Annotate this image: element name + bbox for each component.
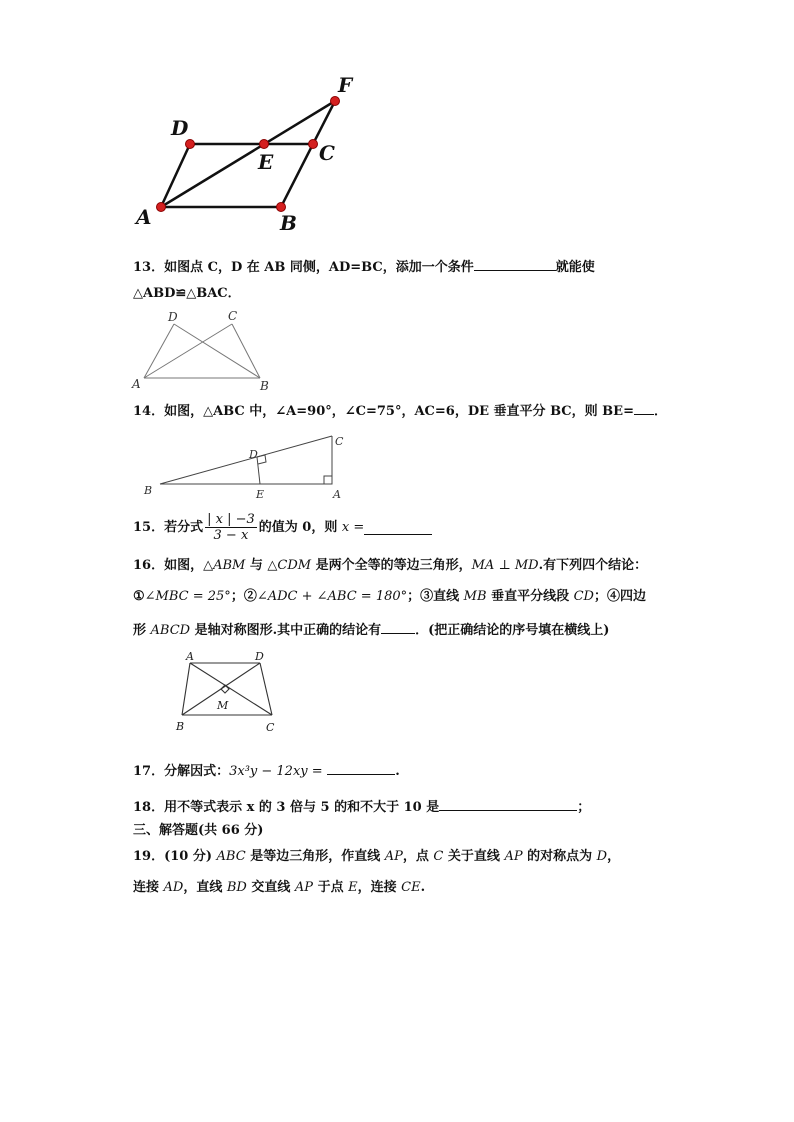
q19-line2: 连接 AD，直线 BD 交直线 AP 于点 E，连接 CE.	[133, 880, 426, 895]
q16-label-m: M	[217, 699, 229, 712]
point-e	[260, 140, 269, 149]
q16-label-c: C	[266, 721, 275, 734]
label-e: E	[258, 150, 274, 174]
q14-label-e: E	[256, 488, 265, 501]
q14-label-d: D	[249, 448, 258, 461]
label-d: D	[171, 116, 189, 140]
q16-label-b: B	[176, 720, 185, 733]
q13-line1: 13．如图点 C，D 在 AB 同侧，AD=BC，添加一个条件 就能使	[133, 256, 595, 277]
q13-label-b: B	[260, 379, 269, 393]
q14-label-a: A	[333, 488, 341, 501]
q13-label-c: C	[228, 309, 238, 323]
q15-line: 15．若分式 $\frac{| x | -3}{3 - x}$ 的值为 0，则 x =	[133, 509, 432, 547]
q17-answer-blank[interactable]	[327, 760, 395, 775]
q14-line: 14．如图，△ABC 中，∠A=90°，∠C=75°，AC=6，DE 垂直平分 BC，则 BE= ．	[133, 400, 667, 421]
figure-q16	[172, 648, 284, 736]
q19-line1: 19．(10 分) ABC 是等边三角形，作直线 AP，点 C 关于直线 AP 的对称点为 D，	[133, 849, 621, 864]
figure-q13	[130, 308, 275, 394]
point-c	[309, 140, 318, 149]
q15-fraction: $\frac{| x | -3}{3 - x}$	[207, 512, 255, 543]
q15-answer-blank[interactable]	[364, 520, 432, 535]
point-a	[157, 203, 166, 212]
q18-line: 18．用不等式表示 x 的 3 倍与 5 的和不大于 10 是 ；	[133, 796, 590, 817]
label-c: C	[319, 141, 335, 165]
q16-answer-blank[interactable]	[381, 619, 415, 634]
figure-q14	[138, 430, 358, 506]
q16-line1: 16．如图，△ABM 与 △CDM 是两个全等的等边三角形，MA ⊥ MD.有下列四个结论：	[133, 558, 648, 573]
q14-label-c: C	[335, 435, 344, 448]
q17-line: 17．分解因式：3x³y − 12xy = .	[133, 760, 400, 781]
figure-parallelogram-abcd	[130, 70, 370, 240]
q18-answer-blank[interactable]	[439, 796, 577, 811]
q13-answer-blank[interactable]	[474, 256, 556, 271]
point-d	[186, 140, 195, 149]
label-b: B	[280, 211, 297, 235]
label-f: F	[338, 73, 353, 97]
q14-label-b: B	[144, 484, 153, 497]
q13-label-a: A	[132, 377, 141, 391]
q14-answer-blank[interactable]	[634, 400, 654, 415]
q13-line2: △ABD≌△BAC．	[133, 286, 241, 301]
q16-line2: ①∠MBC = 25°；②∠ADC + ∠ABC = 180°；③直线 MB 垂直平分线段 CD；④四边	[133, 589, 646, 604]
point-f	[331, 97, 340, 106]
section3-title: 三、解答题(共 66 分)	[133, 823, 264, 838]
q16-label-a: A	[186, 650, 194, 663]
q16-line3: 形 ABCD 是轴对称图形.其中正确的结论有 ．(把正确结论的序号填在横线上)	[133, 619, 609, 640]
label-a: A	[136, 205, 152, 229]
q16-label-d: D	[255, 650, 264, 663]
q13-label-d: D	[168, 310, 178, 324]
